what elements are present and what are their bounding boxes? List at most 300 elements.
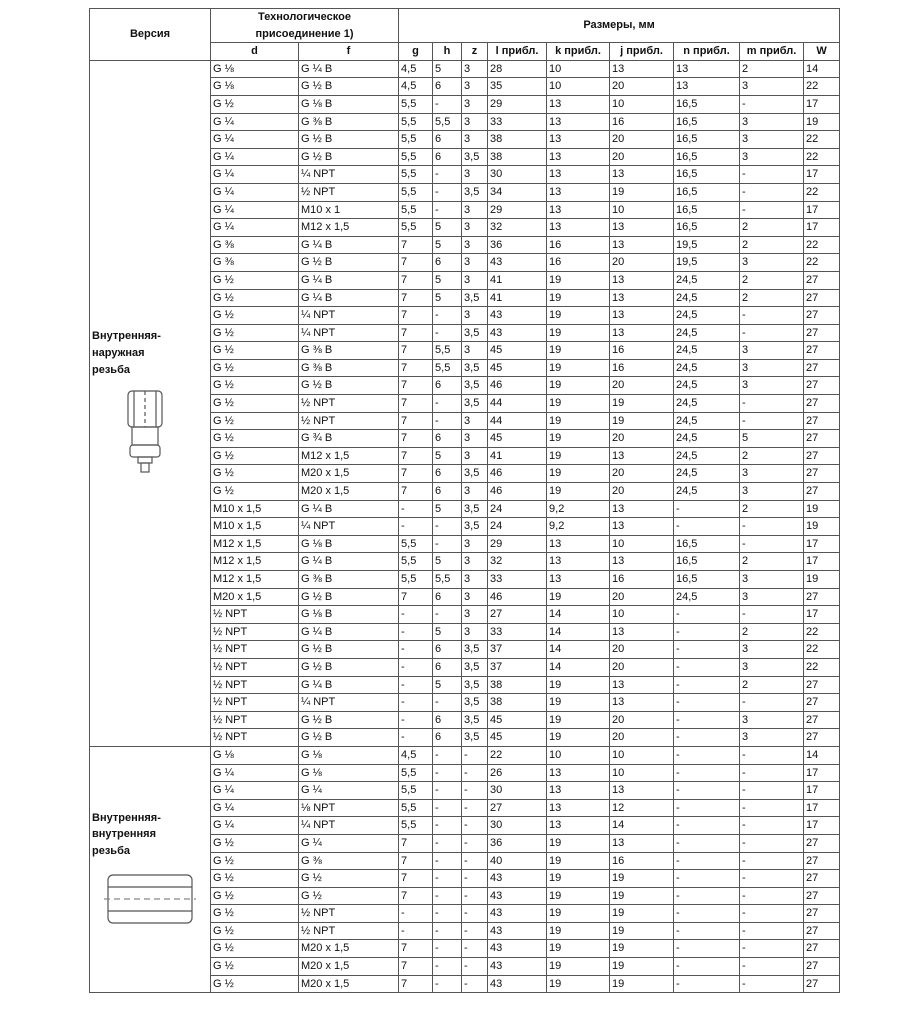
cell-l: 43 <box>488 254 547 272</box>
cell-l: 43 <box>488 870 547 888</box>
cell-j: 13 <box>610 676 674 694</box>
cell-f: G ¼ <box>299 834 399 852</box>
column-header-version: Версия <box>90 9 211 61</box>
cell-n: 16,5 <box>674 183 740 201</box>
cell-m: 2 <box>740 60 804 78</box>
cell-f: G ¼ B <box>299 623 399 641</box>
cell-d: G ½ <box>211 395 299 413</box>
cell-n: 24,5 <box>674 483 740 501</box>
cell-f: ½ NPT <box>299 905 399 923</box>
cell-l: 44 <box>488 412 547 430</box>
cell-z: 3,5 <box>462 148 488 166</box>
cell-f: G ½ B <box>299 641 399 659</box>
cell-d: G ½ <box>211 324 299 342</box>
cell-g: - <box>399 729 433 747</box>
cell-n: 16,5 <box>674 131 740 149</box>
cell-n: - <box>674 799 740 817</box>
cell-z: 3,5 <box>462 395 488 413</box>
cell-w: 17 <box>804 764 840 782</box>
cell-j: 19 <box>610 183 674 201</box>
cell-h: 5 <box>433 236 462 254</box>
cell-j: 10 <box>610 201 674 219</box>
cell-l: 45 <box>488 430 547 448</box>
cell-k: 13 <box>547 148 610 166</box>
cell-z: - <box>462 746 488 764</box>
cell-h: - <box>433 887 462 905</box>
cell-l: 43 <box>488 958 547 976</box>
cell-f: M20 x 1,5 <box>299 940 399 958</box>
cell-j: 19 <box>610 870 674 888</box>
cell-g: 5,5 <box>399 166 433 184</box>
cell-l: 46 <box>488 377 547 395</box>
cell-g: 7 <box>399 395 433 413</box>
cell-l: 28 <box>488 60 547 78</box>
cell-j: 19 <box>610 975 674 993</box>
cell-k: 10 <box>547 746 610 764</box>
cell-d: G ¼ <box>211 183 299 201</box>
cell-w: 14 <box>804 60 840 78</box>
cell-g: 7 <box>399 588 433 606</box>
female-female-adapter-icon <box>102 869 198 929</box>
cell-h: 6 <box>433 658 462 676</box>
cell-g: - <box>399 641 433 659</box>
cell-k: 16 <box>547 254 610 272</box>
cell-z: - <box>462 834 488 852</box>
cell-g: - <box>399 694 433 712</box>
cell-f: G ¼ B <box>299 271 399 289</box>
cell-j: 10 <box>610 95 674 113</box>
cell-k: 19 <box>547 958 610 976</box>
cell-h: - <box>433 922 462 940</box>
cell-w: 27 <box>804 958 840 976</box>
cell-l: 34 <box>488 183 547 201</box>
cell-k: 19 <box>547 359 610 377</box>
cell-h: 5 <box>433 500 462 518</box>
cell-j: 13 <box>610 307 674 325</box>
cell-j: 13 <box>610 553 674 571</box>
cell-k: 19 <box>547 377 610 395</box>
cell-m: - <box>740 782 804 800</box>
cell-k: 19 <box>547 905 610 923</box>
cell-l: 38 <box>488 148 547 166</box>
cell-f: G ½ B <box>299 78 399 96</box>
cell-g: - <box>399 905 433 923</box>
cell-w: 22 <box>804 78 840 96</box>
cell-m: - <box>740 395 804 413</box>
cell-n: 13 <box>674 60 740 78</box>
cell-w: 17 <box>804 201 840 219</box>
cell-w: 27 <box>804 922 840 940</box>
cell-j: 13 <box>610 271 674 289</box>
cell-l: 41 <box>488 289 547 307</box>
cell-w: 22 <box>804 148 840 166</box>
cell-m: - <box>740 799 804 817</box>
cell-l: 45 <box>488 729 547 747</box>
cell-w: 17 <box>804 817 840 835</box>
cell-w: 14 <box>804 746 840 764</box>
cell-j: 10 <box>610 535 674 553</box>
cell-w: 27 <box>804 729 840 747</box>
cell-m: - <box>740 834 804 852</box>
cell-j: 19 <box>610 922 674 940</box>
cell-h: - <box>433 518 462 536</box>
table-row <box>90 60 840 78</box>
cell-w: 22 <box>804 641 840 659</box>
cell-n: - <box>674 623 740 641</box>
cell-g: - <box>399 922 433 940</box>
cell-d: G ¼ <box>211 817 299 835</box>
cell-j: 13 <box>610 834 674 852</box>
cell-j: 20 <box>610 658 674 676</box>
cell-z: 3,5 <box>462 465 488 483</box>
cell-g: 7 <box>399 958 433 976</box>
cell-z: - <box>462 799 488 817</box>
cell-j: 13 <box>610 782 674 800</box>
cell-f: ½ NPT <box>299 922 399 940</box>
cell-f: M20 x 1,5 <box>299 958 399 976</box>
cell-d: G ½ <box>211 958 299 976</box>
cell-j: 14 <box>610 817 674 835</box>
cell-g: - <box>399 518 433 536</box>
cell-g: 5,5 <box>399 571 433 589</box>
cell-l: 30 <box>488 817 547 835</box>
cell-m: - <box>740 940 804 958</box>
cell-g: 7 <box>399 447 433 465</box>
cell-h: - <box>433 905 462 923</box>
cell-w: 27 <box>804 834 840 852</box>
cell-m: - <box>740 166 804 184</box>
cell-n: - <box>674 764 740 782</box>
cell-j: 20 <box>610 377 674 395</box>
cell-n: - <box>674 711 740 729</box>
cell-h: - <box>433 817 462 835</box>
cell-f: G ¼ B <box>299 553 399 571</box>
cell-w: 17 <box>804 95 840 113</box>
cell-n: 16,5 <box>674 113 740 131</box>
cell-h: - <box>433 307 462 325</box>
cell-m: - <box>740 852 804 870</box>
cell-g: 7 <box>399 852 433 870</box>
cell-m: 3 <box>740 465 804 483</box>
cell-z: 3 <box>462 236 488 254</box>
cell-n: - <box>674 817 740 835</box>
cell-f: ¼ NPT <box>299 166 399 184</box>
cell-w: 22 <box>804 658 840 676</box>
cell-d: ½ NPT <box>211 711 299 729</box>
cell-z: - <box>462 817 488 835</box>
cell-f: ¼ NPT <box>299 518 399 536</box>
cell-m: - <box>740 183 804 201</box>
cell-l: 27 <box>488 799 547 817</box>
cell-l: 29 <box>488 95 547 113</box>
cell-d: G ½ <box>211 905 299 923</box>
cell-m: - <box>740 694 804 712</box>
cell-n: - <box>674 940 740 958</box>
cell-k: 19 <box>547 922 610 940</box>
cell-n: 24,5 <box>674 412 740 430</box>
cell-j: 13 <box>610 447 674 465</box>
cell-m: - <box>740 975 804 993</box>
cell-n: - <box>674 606 740 624</box>
cell-f: G ⅛ <box>299 764 399 782</box>
cell-l: 41 <box>488 447 547 465</box>
cell-w: 27 <box>804 377 840 395</box>
cell-h: 6 <box>433 465 462 483</box>
cell-d: G ⅛ <box>211 78 299 96</box>
cell-m: 5 <box>740 430 804 448</box>
cell-h: 5 <box>433 60 462 78</box>
cell-k: 19 <box>547 676 610 694</box>
cell-k: 13 <box>547 764 610 782</box>
cell-g: - <box>399 676 433 694</box>
cell-w: 27 <box>804 430 840 448</box>
cell-l: 32 <box>488 553 547 571</box>
cell-k: 16 <box>547 236 610 254</box>
cell-m: - <box>740 324 804 342</box>
cell-g: 7 <box>399 289 433 307</box>
cell-f: G ¼ B <box>299 676 399 694</box>
cell-k: 19 <box>547 289 610 307</box>
version-label: Внутренняя- внутренняя резьба <box>92 811 161 857</box>
cell-j: 16 <box>610 852 674 870</box>
cell-h: - <box>433 746 462 764</box>
cell-g: 5,5 <box>399 817 433 835</box>
cell-n: - <box>674 782 740 800</box>
cell-g: 4,5 <box>399 746 433 764</box>
cell-z: - <box>462 940 488 958</box>
cell-m: - <box>740 307 804 325</box>
version-cell <box>90 60 211 746</box>
cell-f: M20 x 1,5 <box>299 483 399 501</box>
version-drawing <box>92 869 208 929</box>
cell-j: 19 <box>610 412 674 430</box>
cell-k: 19 <box>547 483 610 501</box>
cell-z: 3 <box>462 571 488 589</box>
cell-w: 17 <box>804 553 840 571</box>
column-header-w: W <box>804 43 840 61</box>
cell-l: 41 <box>488 271 547 289</box>
cell-k: 19 <box>547 342 610 360</box>
cell-z: 3,5 <box>462 518 488 536</box>
cell-d: M12 x 1,5 <box>211 553 299 571</box>
cell-h: 5,5 <box>433 571 462 589</box>
cell-h: - <box>433 870 462 888</box>
cell-n: - <box>674 905 740 923</box>
cell-m: - <box>740 922 804 940</box>
cell-l: 44 <box>488 395 547 413</box>
cell-k: 10 <box>547 60 610 78</box>
cell-g: 7 <box>399 412 433 430</box>
cell-f: ½ NPT <box>299 412 399 430</box>
cell-n: 24,5 <box>674 588 740 606</box>
column-header-n: n прибл. <box>674 43 740 61</box>
cell-d: G ½ <box>211 412 299 430</box>
cell-n: - <box>674 729 740 747</box>
cell-j: 13 <box>610 694 674 712</box>
cell-z: 3 <box>462 553 488 571</box>
cell-g: 5,5 <box>399 183 433 201</box>
cell-w: 27 <box>804 940 840 958</box>
cell-j: 19 <box>610 395 674 413</box>
cell-w: 27 <box>804 887 840 905</box>
cell-g: 5,5 <box>399 201 433 219</box>
cell-l: 33 <box>488 113 547 131</box>
cell-k: 14 <box>547 641 610 659</box>
cell-w: 27 <box>804 694 840 712</box>
column-header-k: k прибл. <box>547 43 610 61</box>
cell-d: G ¼ <box>211 166 299 184</box>
cell-k: 19 <box>547 694 610 712</box>
column-header-h: h <box>433 43 462 61</box>
cell-f: M12 x 1,5 <box>299 447 399 465</box>
cell-l: 33 <box>488 571 547 589</box>
cell-d: ½ NPT <box>211 729 299 747</box>
cell-g: 5,5 <box>399 553 433 571</box>
cell-d: G ½ <box>211 465 299 483</box>
cell-f: G ½ <box>299 870 399 888</box>
cell-z: - <box>462 922 488 940</box>
cell-m: - <box>740 412 804 430</box>
cell-z: 3 <box>462 447 488 465</box>
cell-n: 24,5 <box>674 465 740 483</box>
cell-g: 7 <box>399 359 433 377</box>
cell-w: 19 <box>804 518 840 536</box>
cell-z: 3,5 <box>462 289 488 307</box>
cell-l: 43 <box>488 324 547 342</box>
cell-d: G ½ <box>211 834 299 852</box>
cell-z: 3 <box>462 430 488 448</box>
cell-z: 3,5 <box>462 183 488 201</box>
cell-f: G ¼ B <box>299 500 399 518</box>
cell-f: G ¼ B <box>299 289 399 307</box>
cell-w: 19 <box>804 500 840 518</box>
cell-z: 3,5 <box>462 377 488 395</box>
column-header-l: l прибл. <box>488 43 547 61</box>
cell-z: - <box>462 887 488 905</box>
cell-l: 38 <box>488 694 547 712</box>
cell-k: 10 <box>547 78 610 96</box>
cell-j: 10 <box>610 606 674 624</box>
cell-l: 26 <box>488 764 547 782</box>
cell-f: M10 x 1 <box>299 201 399 219</box>
cell-m: 3 <box>740 131 804 149</box>
cell-f: G ½ B <box>299 254 399 272</box>
cell-z: 3 <box>462 60 488 78</box>
cell-d: G ⅜ <box>211 236 299 254</box>
cell-w: 27 <box>804 870 840 888</box>
cell-k: 19 <box>547 324 610 342</box>
cell-z: 3 <box>462 113 488 131</box>
cell-k: 19 <box>547 588 610 606</box>
cell-m: 2 <box>740 500 804 518</box>
column-header-connection: Технологическое присоединение 1) <box>211 9 399 43</box>
cell-f: G ½ B <box>299 711 399 729</box>
cell-l: 22 <box>488 746 547 764</box>
cell-m: 3 <box>740 711 804 729</box>
cell-k: 14 <box>547 606 610 624</box>
cell-w: 27 <box>804 447 840 465</box>
cell-k: 13 <box>547 799 610 817</box>
cell-l: 43 <box>488 975 547 993</box>
cell-j: 13 <box>610 289 674 307</box>
cell-z: 3,5 <box>462 359 488 377</box>
cell-d: G ½ <box>211 922 299 940</box>
cell-f: G ⅜ B <box>299 342 399 360</box>
cell-j: 19 <box>610 958 674 976</box>
cell-m: 3 <box>740 113 804 131</box>
cell-h: 5 <box>433 676 462 694</box>
cell-k: 19 <box>547 307 610 325</box>
cell-g: 5,5 <box>399 535 433 553</box>
cell-n: - <box>674 500 740 518</box>
cell-m: 3 <box>740 377 804 395</box>
cell-h: 6 <box>433 254 462 272</box>
cell-f: G ⅜ B <box>299 359 399 377</box>
cell-j: 20 <box>610 729 674 747</box>
cell-z: 3 <box>462 219 488 237</box>
cell-h: - <box>433 852 462 870</box>
cell-f: ¼ NPT <box>299 324 399 342</box>
cell-m: 3 <box>740 359 804 377</box>
cell-n: 13 <box>674 78 740 96</box>
cell-m: 2 <box>740 676 804 694</box>
cell-n: 19,5 <box>674 254 740 272</box>
cell-z: 3,5 <box>462 694 488 712</box>
cell-g: - <box>399 711 433 729</box>
version-label: Внутренняя- наружная резьба <box>92 330 161 376</box>
cell-h: 5,5 <box>433 342 462 360</box>
cell-m: - <box>740 905 804 923</box>
cell-k: 19 <box>547 975 610 993</box>
cell-h: 5 <box>433 553 462 571</box>
header-row-top <box>90 9 840 43</box>
column-header-d: d <box>211 43 299 61</box>
cell-z: - <box>462 905 488 923</box>
cell-z: 3 <box>462 271 488 289</box>
cell-d: M10 x 1,5 <box>211 518 299 536</box>
cell-w: 27 <box>804 975 840 993</box>
cell-l: 30 <box>488 166 547 184</box>
cell-h: - <box>433 166 462 184</box>
cell-m: 2 <box>740 447 804 465</box>
cell-g: 7 <box>399 834 433 852</box>
cell-f: G ⅜ B <box>299 113 399 131</box>
cell-h: 5,5 <box>433 113 462 131</box>
cell-j: 20 <box>610 465 674 483</box>
cell-f: G ½ B <box>299 148 399 166</box>
cell-k: 13 <box>547 553 610 571</box>
cell-h: 5,5 <box>433 359 462 377</box>
cell-m: - <box>740 958 804 976</box>
cell-d: G ½ <box>211 359 299 377</box>
cell-h: - <box>433 694 462 712</box>
cell-m: 2 <box>740 623 804 641</box>
cell-d: G ¼ <box>211 148 299 166</box>
cell-k: 19 <box>547 430 610 448</box>
spec-sheet <box>89 8 839 993</box>
cell-d: M20 x 1,5 <box>211 588 299 606</box>
cell-z: 3 <box>462 95 488 113</box>
cell-d: G ¼ <box>211 113 299 131</box>
cell-h: - <box>433 412 462 430</box>
cell-z: 3,5 <box>462 729 488 747</box>
cell-w: 27 <box>804 465 840 483</box>
cell-h: 6 <box>433 377 462 395</box>
cell-h: - <box>433 324 462 342</box>
cell-l: 43 <box>488 940 547 958</box>
cell-l: 43 <box>488 922 547 940</box>
cell-g: - <box>399 500 433 518</box>
